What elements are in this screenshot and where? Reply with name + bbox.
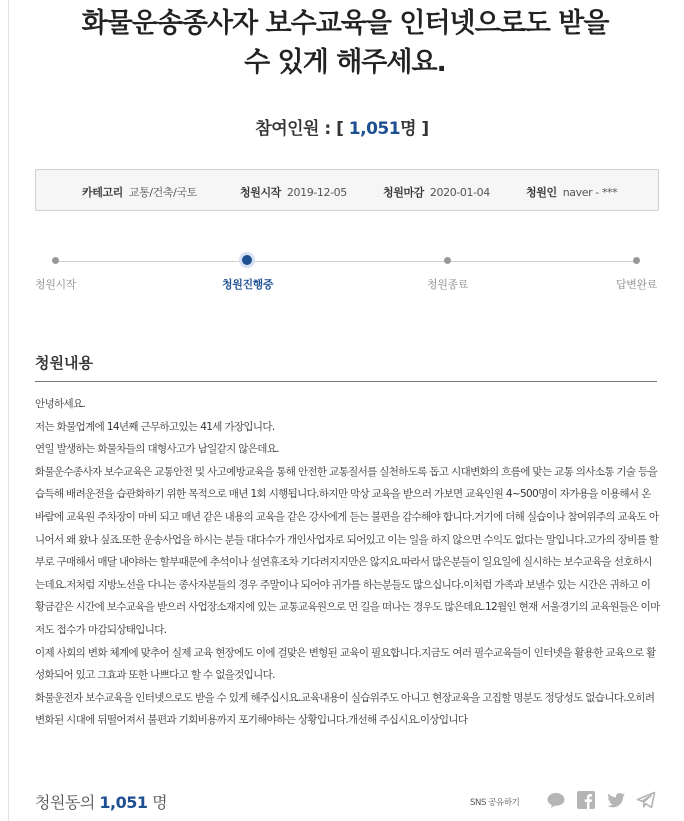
progress-dot-answered xyxy=(633,257,640,264)
count-prefix: 참여인원 : [ xyxy=(255,119,349,139)
telegram-icon[interactable] xyxy=(636,790,656,810)
agree-suffix: 명 xyxy=(147,793,168,812)
title-line-2: 수 있게 해주세요. xyxy=(244,47,446,78)
step-closed: 청원종료 xyxy=(427,278,468,291)
body-paragraph: 이제 사회의 변화 체계에 맞추어 실제 교육 현장에도 이에 걸맞은 변형된 교육이 필요합니다.지금도 여러 필수교육들이 인터넷을 활용한 교육으로 활성화되어 있고 그효과 또한 나쁘다고 할 수 없을것입니다. xyxy=(35,646,656,682)
body-paragraph: 화물운전자 보수교육을 인터넷으로도 받을 수 있게 해주십시요.교육내용이 실습위주도 아니고 현장교육을 고집할 명분도 정당성도 없습니다.오히려 변화된 시대에 뒤떨어져서 불편과 기회비용까지 포기해야하는 상황입니다.개선해 주십시요.이상입니다 xyxy=(35,691,658,727)
info-author-label: 청원인 xyxy=(526,186,557,199)
info-start-value: 2019-12-05 xyxy=(286,186,347,199)
petition-title xyxy=(40,4,650,82)
progress-dot-active xyxy=(242,255,252,265)
info-start-label: 청원시작 xyxy=(240,186,281,199)
agree-count xyxy=(35,790,167,813)
petition-body xyxy=(35,393,660,732)
facebook-icon[interactable] xyxy=(576,790,596,810)
body-paragraph: 저는 화물업계에 14년째 근무하고있는 41세 가장입니다. xyxy=(35,420,275,433)
step-in-progress: 청원진행중 xyxy=(222,278,274,291)
agree-prefix: 청원동의 xyxy=(35,793,100,812)
info-end-value: 2020-01-04 xyxy=(429,186,490,199)
info-author-value: naver - *** xyxy=(562,186,618,199)
body-paragraph: 안녕하세요. xyxy=(35,398,86,410)
count-value: 1,051 xyxy=(348,119,401,139)
info-author xyxy=(526,184,617,200)
participant-count xyxy=(0,114,684,139)
sns-share-label: SNS 공유하기 xyxy=(470,798,520,808)
body-paragraph: 연일 발생하는 화물차들의 대형사고가 남일같지 않은데요. xyxy=(35,443,279,456)
info-category-value: 교통/건축/국토 xyxy=(128,186,197,199)
info-category-label: 카테고리 xyxy=(82,186,123,199)
title-line-1: 화물운송종사자 보수교육을 인터넷으로도 받을 xyxy=(81,8,609,39)
info-category xyxy=(82,184,197,200)
twitter-icon[interactable] xyxy=(606,790,626,810)
progress-dot-closed xyxy=(444,257,451,264)
info-end-label: 청원마감 xyxy=(383,186,424,199)
section-divider xyxy=(35,381,657,382)
progress-dot-start xyxy=(52,257,59,264)
petition-info-box xyxy=(35,169,659,211)
info-end xyxy=(383,184,490,200)
step-start: 청원시작 xyxy=(35,278,76,291)
content-section-title: 청원내용 xyxy=(35,354,93,372)
info-start xyxy=(240,184,347,200)
agree-value: 1,051 xyxy=(99,793,148,812)
kakaostory-icon[interactable] xyxy=(546,790,566,810)
count-suffix: 명 ] xyxy=(400,119,429,139)
step-answered: 답변완료 xyxy=(616,278,657,291)
progress-track xyxy=(55,261,637,262)
body-paragraph: 화물운수종사자 보수교육은 교통안전 및 사고예방교육을 통해 안전한 교통질서를 실천하도록 돕고 시대변화의 흐름에 맞는 교통 의사소통 기술 등을 습득해 배려운전을 습관화하기 위한 목적으로 매년 1회 시행됩니다.하지만 막상 교육을 받으러 가보면 교육인원 4~500명이 자가용을 이용해서 온바람에 교육원 주차장이 마비 되고 매년 같은 내용의 교육을 같은 강사에게 듣는 불편을 감수해야 합니다.거기에 더해 실습이나 참여위주의 교육도 아니어서 왜 왔나 싶죠.또한 운송사업을 하시는 분들 대다수가 개인사업자로 되어있고 이는 일을 하지 않으면 수익도 없다는 말입니다.고가의 장비를 할부로 구매해서 매달 내야하는 할부때문에 추석이나 설연휴조차 기다려지지만은 않지요.따라서 많은분들이 일요일에 실시하는 보수교육을 선호하시는데요.저처럼 지방노선을 다니는 종사자분들의 경우 주말이나 되어야 귀가를 하는분들도 많으십니다.이처럼 가족과 보낼수 있는 시간은 귀하고 이 황금같은 시간에 보수교육을 받으러 사업장소재지에 있는 교통교육원으로 먼 길을 떠나는 경우도 많은데요.12월인 현재 서울경기의 교육원들은 이마저도 접수가 마감되상태입니다. xyxy=(35,465,660,636)
